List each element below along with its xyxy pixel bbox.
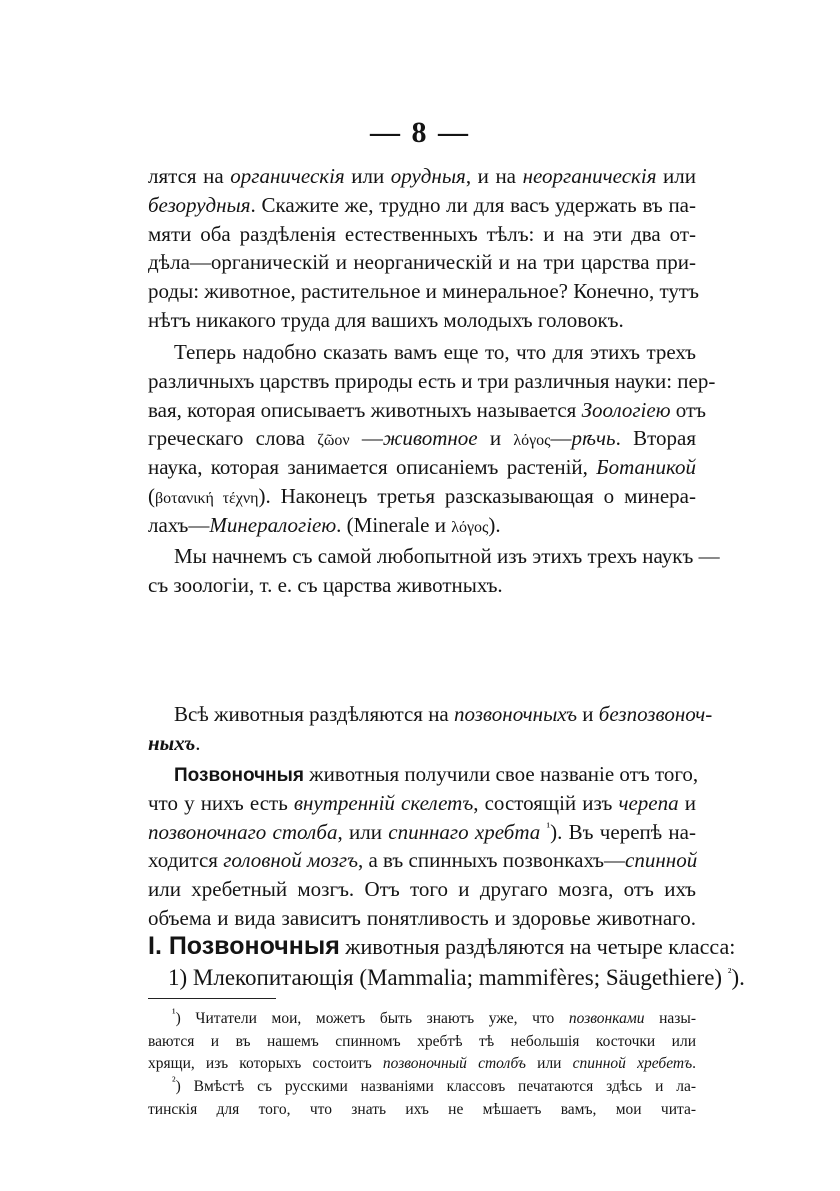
footnote-2 <box>148 1073 696 1121</box>
text-line: Всѣ животныя раздѣляются на позвоночныхъ и безпозвоноч- <box>174 702 713 726</box>
text-line: $^{^2}$) Вмѣстѣ съ русскими названiями классовъ печатаются здѣсь и ла- <box>172 1073 696 1095</box>
text-line: нѣтъ никакого труда для вашихъ молодыхъ головокъ. <box>148 307 624 332</box>
text-line: (βοτανική τέχνη). Наконецъ третья разсказывающая о минера- <box>148 483 696 508</box>
class-heading <box>148 930 745 994</box>
text-line: ходится головной мозгъ, а въ спинныхъ позвонкахъ—спинной <box>148 848 698 873</box>
paragraph-1 <box>148 162 699 335</box>
text-line: мяти оба раздѣленія естественныхъ тѣлъ: и на эти два от- <box>148 221 696 246</box>
paragraph-2 <box>148 338 716 540</box>
class-list-item: 1) Млекопитающiя (Mammalia; mammifères; Säugethiere) $^{^2}$). <box>168 965 745 990</box>
text-line: лятся на органическія или орудныя, и на неорганическія или <box>148 164 696 188</box>
paragraph-5 <box>148 760 699 933</box>
text-line: Позвоночныя животныя получили свое названiе отъ того, <box>174 762 699 786</box>
text-line: роды: животное, растительное и минеральное? Конечно, тутъ <box>148 279 699 304</box>
text-line: позвоночнаго столба, или спиннаго хребта $^{^1}$). Въ черепѣ на- <box>148 819 696 844</box>
text-line: I. Позвоночныя животныя раздѣляются на четыре класса: <box>148 932 736 960</box>
text-line: ваются и въ нашемъ спинномъ хребтѣ тѣ небольшiя косточки или <box>148 1032 696 1050</box>
paragraph-4 <box>148 700 713 758</box>
text-line: или хребетный мозгъ. Отъ того и другаго мозга, отъ ихъ <box>148 877 696 902</box>
text-line: $^{^1}$) Читатели мои, можетъ быть знаютъ уже, что позвонками назы- <box>172 1005 696 1027</box>
text-line: Мы начнемъ съ самой любопытной изъ этихъ трехъ наукъ — <box>174 544 720 568</box>
footnote-1 <box>148 1005 697 1076</box>
text-line: что у нихъ есть внутреннiй скелетъ, состоящiй изъ черепа и <box>148 790 696 815</box>
text-line: ныхъ. <box>148 730 201 755</box>
text-line: наука, которая занимается описанiемъ растенiй, Ботаникой <box>148 455 696 480</box>
text-line: вая, которая описываетъ животныхъ называется Зоологiею отъ <box>148 397 707 422</box>
paragraph-3 <box>148 542 720 600</box>
text-line: хрящи, изъ которыхъ состоитъ позвоночный столбъ или спинной хребетъ. <box>148 1055 697 1072</box>
text-line: тинскiя для того, что знать ихъ не мѣшаетъ вамъ, мои чита- <box>148 1100 696 1118</box>
text-line: Теперь надобно сказать вамъ еще то, что для этихъ трехъ <box>174 340 696 364</box>
text-line: дѣла—органическій и неорганическій и на три царства при- <box>148 250 696 275</box>
text-line: безорудныя. Скажите же, трудно ли для васъ удержать въ па- <box>148 192 696 217</box>
text-line: лахъ—Минералогiею. (Minerale и λόγος). <box>148 512 501 537</box>
text-line: съ зоологiи, т. е. съ царства животныхъ. <box>148 572 503 597</box>
footnote-divider <box>148 998 276 999</box>
text-line: греческаго слова ζῶον —животное и λόγος—рѣчь. Вторая <box>148 426 696 451</box>
text-line: различныхъ царствъ природы есть и три различныя науки: пер- <box>148 368 716 393</box>
page-number: — 8 — <box>370 116 470 149</box>
text-line: объема и вида зависитъ понятливость и здоровье животнаго. <box>148 905 696 930</box>
